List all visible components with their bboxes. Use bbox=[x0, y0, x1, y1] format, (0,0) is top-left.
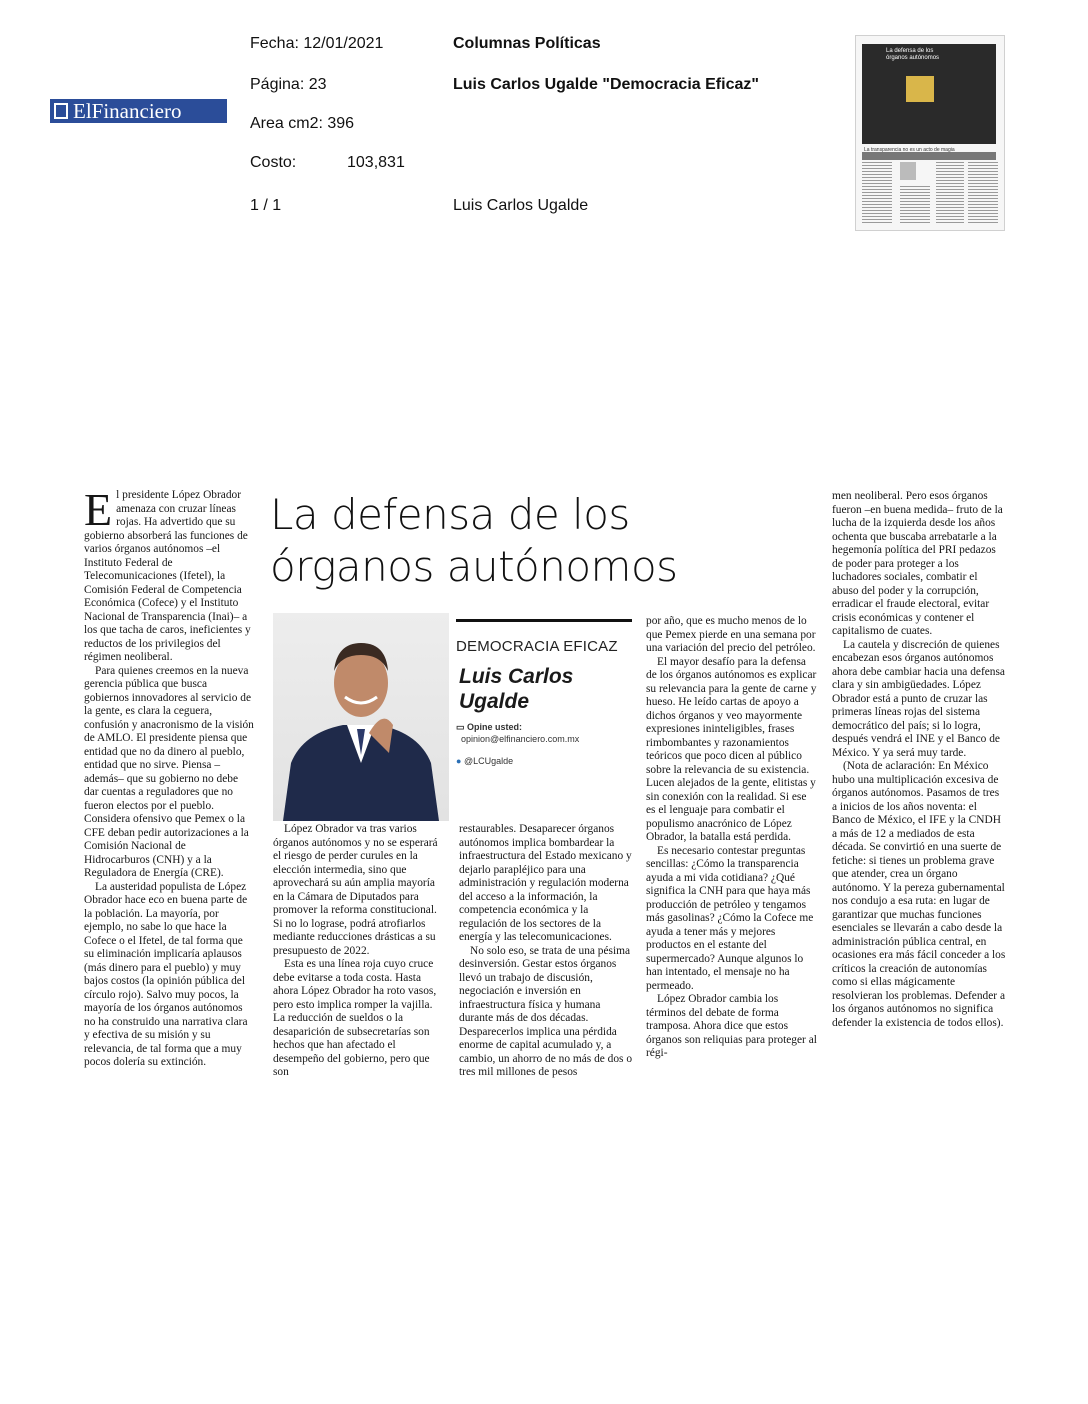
fecha-label: Fecha: bbox=[250, 35, 299, 52]
paragraph: por año, que es mucho menos de lo que Pemex pierde en una semana por una variación del precio del petróleo. bbox=[646, 615, 816, 654]
column-title: Luis Carlos Ugalde "Democracia Eficaz" bbox=[453, 76, 759, 93]
thumbnail-title-line2: órganos autónomos bbox=[886, 55, 940, 61]
contact-email[interactable]: opinion@elfinanciero.com.mx bbox=[461, 734, 580, 744]
opine-label: Opine usted: bbox=[467, 722, 523, 732]
thumbnail-text-col bbox=[862, 162, 892, 224]
comment-icon: ▭ bbox=[456, 722, 465, 732]
area-row bbox=[250, 115, 354, 133]
thumbnail-photo-2 bbox=[900, 162, 916, 180]
article-column-3 bbox=[459, 823, 633, 1080]
costo-label: Costo: bbox=[250, 154, 297, 171]
twitter-handle[interactable]: @LCUgalde bbox=[463, 756, 514, 766]
paragraph: restaurables. Desaparecer órganos autónomos implica bombardear la infraestructura del Estado mexicano y dejarlo parapléjico para una administración y regulación moderna del acceso a la información, la competencia económica y la regulación de los sectores de la energía y las telecomunicaciones. bbox=[459, 823, 632, 943]
thumbnail-photo bbox=[906, 76, 934, 102]
thumbnail-rule bbox=[862, 152, 996, 160]
costo-value: 103,831 bbox=[347, 154, 405, 171]
drop-cap: E bbox=[84, 484, 113, 535]
paragraph: No solo eso, se trata de una pésima desinversión. Gestar estos órganos llevó un trabajo de discusión, negociación e inversión en infraestructura física y humana durante más de dos décadas. Desparecerlos implica una pérdida enorme de capital acumulado y, a cambio, un ahorro de no más de dos o tres mil millones de pesos bbox=[459, 944, 633, 1078]
thumbnail-text-col bbox=[900, 186, 930, 224]
paragraph: Para quienes creemos en la nueva gerencia pública que busca gobiernos innovadores al servicio de la gente, es clara la ceguera, confusión y anacronismo de la visión de AMLO. El presidente piensa que entidad que no da dinero al pueblo, entidad que no sirve. Piensa –además– que su gobierno no debe dar cuentas a reguladores que no fueron electos por el pueblo. Considera ofensivo que Pemex o la CFE deban pedir autorizaciones a la Comisión Nacional de Hidrocarburos (CNH) y a la Reguladora de Energía (CRE). bbox=[84, 664, 254, 879]
paragraph: Esta es una línea roja cuyo cruce debe evitarse a toda costa. Hasta ahora López Obrador ha roto vasos, pero esto implica romper la vajilla. La reducción de sueldos o la desaparición de subsecretarías son hechos que han afectado el desempeño del gobierno, pero que son bbox=[273, 958, 437, 1078]
page-count: 1 / 1 bbox=[250, 197, 282, 214]
area-value: 396 bbox=[327, 115, 355, 132]
article-column-4 bbox=[646, 615, 818, 1061]
paragraph: El mayor desafío para la defensa de los órganos autónomos es explicar su relevancia para la gente de carne y hueso. He leído cartas de apoyo a dichos órganos y veo mayormente expresiones ininteligibles, frases rimbombantes y razonamientos teóricos que poco dicen al público sobre la relevancia de su existencia. Lucen alejados de la gente, elitistas y sin conexión con la realidad. Si ese es el lenguaje para combatir el populismo anacrónico de López Obrador, la batalla está perdida. bbox=[646, 655, 817, 843]
twitter-row bbox=[456, 756, 513, 766]
fecha-row bbox=[250, 35, 383, 53]
thumbnail-lower-title: La transparencia no es un acto de magia bbox=[864, 147, 955, 153]
paragraph: (Nota de aclaración: En México hubo una multiplicación excesiva de órganos autónomos. Pasamos de tres a inicios de los años noventa: el Banco de México, el IFE y la CNDH a más de 12 a mediados de esta década. Se convirtió en una suerte de fetiche: si tienes un problema grave que atender, crea un órgano autónomo. Y la pereza gubernamental nos condujo a esa ruta: en lugar de garantizar que muchas funciones esenciales se llevarán a cabo desde la administración pública central, en ocasiones era más fácil conceder a los críticos la creación de autonomías como si ellas mágicamente resolvieran los problemas. Defender a los órganos autónomos no significa defender la existencia de todos ellos). bbox=[832, 760, 1006, 1029]
article-column-1 bbox=[84, 484, 254, 1070]
thumbnail-text-col bbox=[968, 162, 998, 224]
twitter-icon: ● bbox=[456, 756, 462, 766]
headline-line-1: La defensa de los bbox=[270, 490, 630, 539]
byline-line-1: Luis Carlos bbox=[459, 665, 574, 688]
author-portrait-icon bbox=[273, 613, 449, 821]
paragraph: l presidente López Obrador amenaza con cruzar líneas rojas. Ha advertido que su gobierno absorberá las funciones de varios órganos autónomos –el Instituto Federal de Telecomunicaciones (Ifetel), la Comisión Federal de Competencia Económica (Cofece) y el Instituto Nacional de Transparencia (Inai)– a los que tacha de caros, ineficientes y reductos de los privilegios del régimen neoliberal. bbox=[84, 489, 251, 663]
author-name: Luis Carlos Ugalde bbox=[453, 197, 589, 214]
el-financiero-logo bbox=[50, 99, 227, 123]
paragraph: men neoliberal. Pero esos órganos fueron –en buena medida– fruto de la lucha de la izquierda desde los años ochenta que buscaba arrebatarle a la hegemonía política del PRI pedazos de poder para proteger a los luchadores sociales, combatir el abuso del poder y la corrupción, erradicar el fraude electoral, evitar crisis económicas y contener el capitalismo de cuates. bbox=[832, 490, 1003, 637]
pagina-label: Página: bbox=[250, 76, 305, 93]
section-label: DEMOCRACIA EFICAZ bbox=[456, 638, 618, 655]
logo-text: ElFinanciero bbox=[73, 99, 182, 123]
page-thumbnail bbox=[855, 35, 1005, 231]
opine-row bbox=[456, 722, 522, 733]
article-column-2 bbox=[273, 823, 445, 1080]
section-name: Columnas Políticas bbox=[453, 35, 601, 52]
fecha-value: 12/01/2021 bbox=[303, 35, 384, 52]
paragraph: López Obrador va tras varios órganos autónomos y no se esperará el riesgo de perder curules en la elección intermedia, sino que aprovechará su aún amplia mayoría en la Cámara de Diputados para promover la reforma constitucional. Si no lo lograse, podrá atrofiarlos mediante reducciones drásticas a su presupuesto de 2022. bbox=[273, 823, 438, 957]
section-rule bbox=[456, 619, 632, 622]
area-label: Area cm2: bbox=[250, 115, 323, 132]
paragraph: La austeridad populista de López Obrador hace eco en buena parte de la población. La mayoría, por ejemplo, no sabe lo que hace la Cofece o el Ifetel, de tal forma que su eliminación implicaría aplausos (más dinero para el pueblo) y muy bajos costos (la opinión pública del círculo rojo). Salvo muy pocos, la mayoría de los órganos autónomos no ha construido una narrativa clara y efectiva de su misión y su relevancia, de tal forma que a muy pocos dolería su extinción. bbox=[84, 880, 248, 1068]
byline-line-2: Ugalde bbox=[459, 690, 530, 713]
logo-mark-icon bbox=[54, 103, 68, 119]
article-column-5 bbox=[832, 490, 1006, 1030]
pagina-row bbox=[250, 76, 327, 94]
paragraph: La cautela y discreción de quienes encabezan esos órganos autónomos ahora debe cambiar hacia una defensa clara y sin ambigüedades. López Obrador está a punto de cruzar las primeras líneas rojas del sistema democrático del país; si lo logra, después vendrá el INE y el Banco de México. Y ya será muy tarde. bbox=[832, 638, 1005, 759]
author-photo bbox=[273, 613, 449, 821]
paragraph: Es necesario contestar preguntas sencillas: ¿Cómo la transparencia ayuda a mi vida cotidiana? ¿Qué significa la CNH para que haya más producción de petróleo y tengamos más gasolinas? ¿Cómo la Cofece me ayuda a tener más y mejores productos en el estante del supermercado? Aunque algunos lo han intentado, el mensaje no ha permeado. bbox=[646, 844, 814, 992]
headline-line-2: órganos autónomos bbox=[270, 542, 678, 591]
pagina-value: 23 bbox=[308, 76, 327, 93]
paragraph: López Obrador cambia los términos del debate de forma tramposa. Ahora dice que estos órganos son reliquias para proteger al régi- bbox=[646, 993, 817, 1059]
thumbnail-text-col bbox=[936, 162, 964, 224]
thumbnail-title-line1: La defensa de los bbox=[886, 48, 934, 54]
